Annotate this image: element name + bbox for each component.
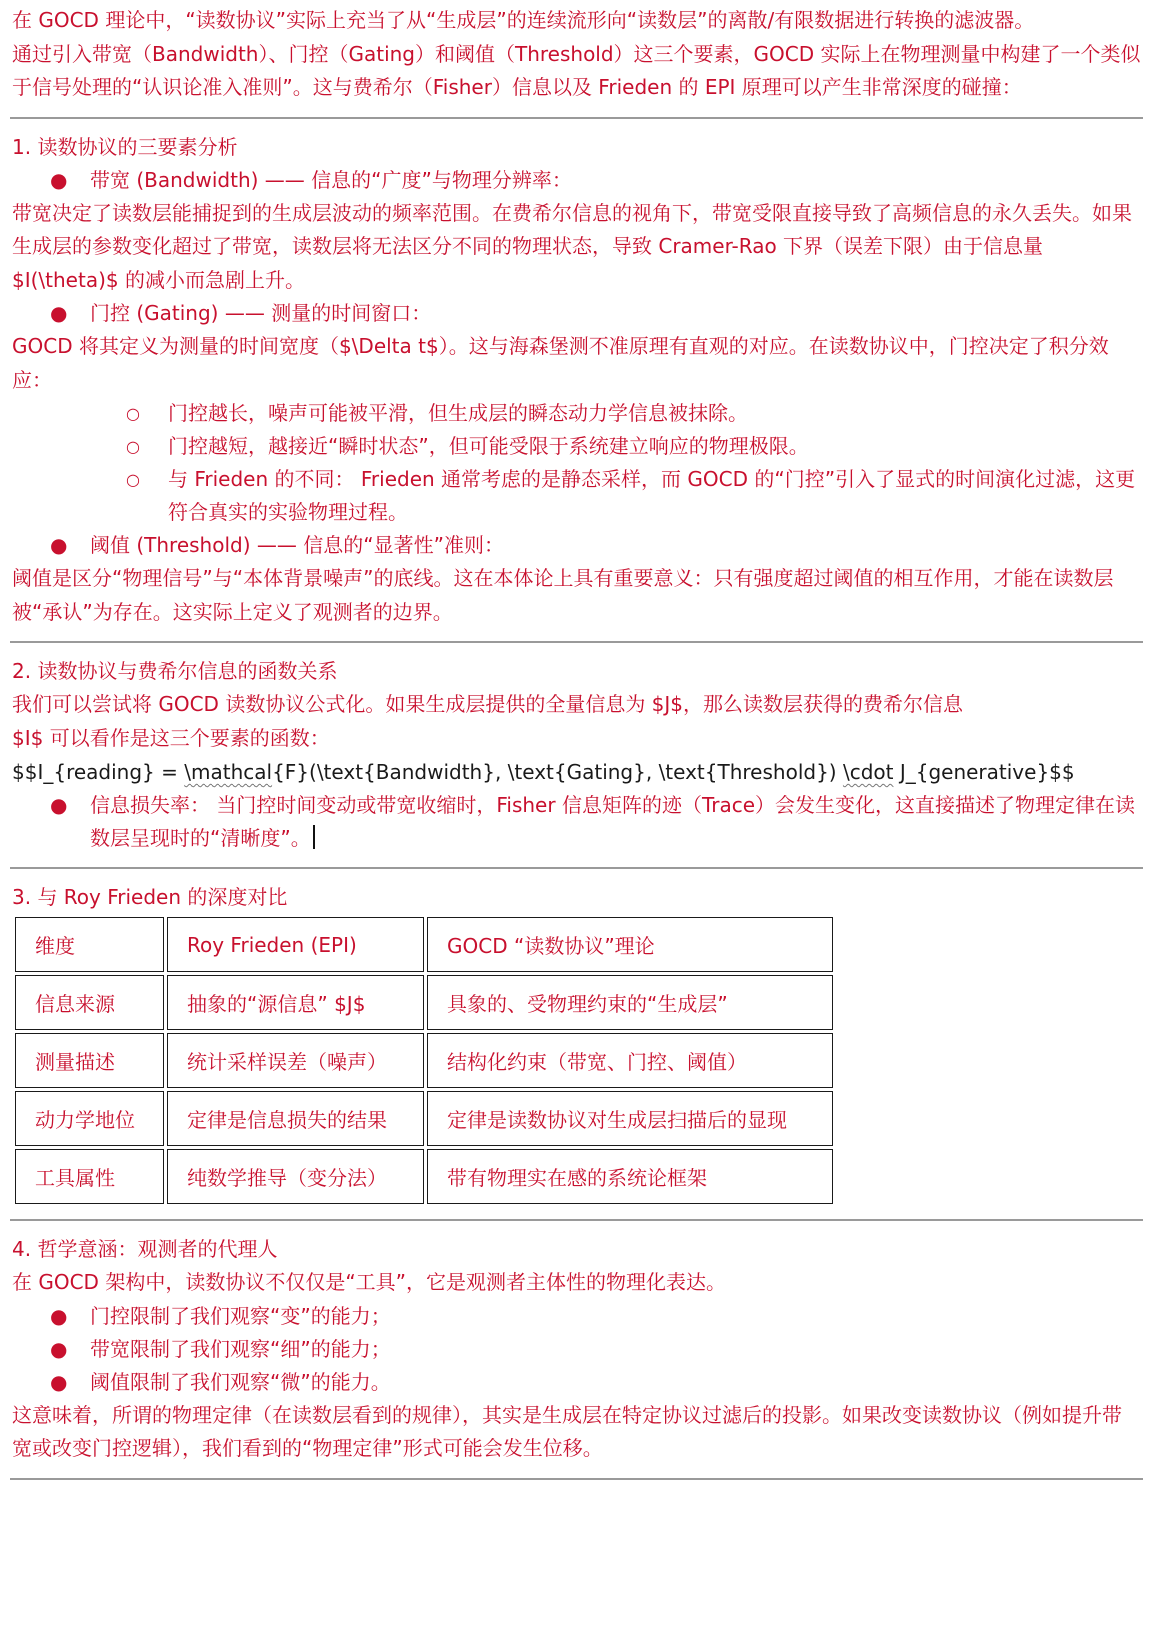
text-cursor	[313, 825, 315, 849]
table-cell: 测量描述	[15, 1033, 164, 1088]
disc-bullet-icon: ●	[50, 533, 68, 557]
disc-bullet-icon: ●	[50, 167, 68, 192]
table-cell: 抽象的“源信息” $J$	[167, 975, 424, 1030]
threshold-item: ● 阈值 (Threshold) —— 信息的“显著性”准则：	[12, 529, 1141, 562]
table-cell: 定律是读数协议对生成层扫描后的显现	[427, 1091, 833, 1146]
table-row	[15, 975, 833, 1030]
table-cell: 带有物理实在感的系统论框架	[427, 1149, 833, 1204]
table-row	[15, 1091, 833, 1146]
divider	[10, 641, 1143, 643]
table-cell: 定律是信息损失的结果	[167, 1091, 424, 1146]
section-4-text: 在 GOCD 架构中，读数协议不仅仅是“工具”，它是观测者主体性的物理化表达。	[12, 1270, 727, 1294]
table-cell: 纯数学推导（变分法）	[167, 1149, 424, 1204]
table-cell: 工具属性	[15, 1149, 164, 1204]
section-2-heading: 2. 读数协议与费希尔信息的函数关系	[12, 659, 338, 683]
table-cell: 动力学地位	[15, 1091, 164, 1146]
fisher-formula: $$I_{reading} = \mathcal{F}(\text{Bandwidth}, \text{Gating}, \text{Threshold}) \cdot J_{generative}$$	[12, 760, 1075, 784]
table-cell: 具象的、受物理约束的“生成层”	[427, 975, 833, 1030]
table-cell: GOCD “读数协议”理论	[427, 917, 833, 972]
disc-bullet-icon: ●	[50, 1303, 68, 1328]
section-4-heading: 4. 哲学意涵：观测者的代理人	[12, 1237, 278, 1261]
list-item: ● 阈值限制了我们观察“微”的能力。	[12, 1366, 1141, 1399]
section-1-heading: 1. 读数协议的三要素分析	[12, 134, 238, 159]
circle-bullet-icon: ○	[126, 470, 140, 489]
disc-bullet-icon: ●	[50, 301, 68, 325]
section-2-text-1: 我们可以尝试将 GOCD 读数协议公式化。如果生成层提供的全量信息为 $J$，那么读数层获得的费希尔信息	[12, 692, 964, 716]
comparison-table	[12, 914, 836, 1207]
gating-subpoint: ○ 与 Frieden 的不同： Frieden 通常考虑的是静态采样，而 GOCD 的“门控”引入了显式的时间演化过滤，这更符合真实的实验物理过程。	[12, 463, 1141, 529]
table-row	[15, 917, 833, 972]
gating-subpoint: ○ 门控越长，噪声可能被平滑，但生成层的瞬态动力学信息被抹除。	[12, 397, 1141, 430]
divider	[10, 1219, 1143, 1221]
table-cell: 信息来源	[15, 975, 164, 1030]
table-row	[15, 1149, 833, 1204]
disc-bullet-icon: ●	[50, 793, 68, 817]
section-2-text-2: $I$ 可以看作是这三个要素的函数：	[12, 725, 330, 750]
bandwidth-text: 带宽决定了读数层能捕捉到的生成层波动的频率范围。在费希尔信息的视角下，带宽受限直接导致了高频信息的永久丢失。如果生成层的参数变化超过了带宽，读数层将无法区分不同的物理状态，导致 Cramer-Rao 下界（误差下限）由于信息量 $I(\theta)$ 的减小而急剧上升。	[12, 200, 1132, 292]
circle-bullet-icon: ○	[126, 437, 140, 456]
table-row	[15, 1033, 833, 1088]
section-4-bullets	[12, 1300, 1141, 1399]
bandwidth-item: ● 带宽 (Bandwidth) —— 信息的“广度”与物理分辨率：	[12, 164, 1141, 197]
section-1-bullets	[12, 164, 1141, 197]
disc-bullet-icon: ●	[50, 1369, 68, 1394]
table-cell: 统计采样误差（噪声）	[167, 1033, 424, 1088]
info-loss-item: ● 信息损失率： 当门控时间变动或带宽收缩时，Fisher 信息矩阵的迹（Trace）会发生变化，这直接描述了物理定律在读数层呈现时的“清晰度”。	[12, 789, 1141, 855]
divider	[10, 1478, 1143, 1480]
circle-bullet-icon: ○	[126, 404, 140, 423]
divider	[10, 867, 1143, 869]
gating-subpoints	[12, 397, 1141, 529]
gating-item: ● 门控 (Gating) —— 测量的时间窗口：	[12, 297, 1141, 330]
intro-paragraph-2: 通过引入带宽（Bandwidth）、门控（Gating）和阈值（Threshold）这三个要素，GOCD 实际上在物理测量中构建了一个类似于信号处理的“认识论准入准则”。这与费希尔（Fisher）信息以及 Frieden 的 EPI 原理可以产生非常深度的碰撞：	[12, 41, 1141, 99]
table-cell: 维度	[15, 917, 164, 972]
list-item: ● 门控限制了我们观察“变”的能力；	[12, 1300, 1141, 1333]
section-3-heading: 3. 与 Roy Frieden 的深度对比	[12, 885, 288, 909]
gating-subpoint: ○ 门控越短，越接近“瞬时状态”，但可能受限于系统建立响应的物理极限。	[12, 430, 1141, 463]
gating-text: GOCD 将其定义为测量的时间宽度（$\Delta t$）。这与海森堡测不准原理有直观的对应。在读数协议中，门控决定了积分效应：	[12, 334, 1109, 392]
threshold-text: 阈值是区分“物理信号”与“本体背景噪声”的底线。这在本体论上具有重要意义：只有强度超过阈值的相互作用，才能在读数层被“承认”为存在。这实际上定义了观测者的边界。	[12, 566, 1114, 624]
divider	[10, 117, 1143, 119]
intro-paragraph-1: 在 GOCD 理论中，“读数协议”实际上充当了从“生成层”的连续流形向“读数层”的离散/有限数据进行转换的滤波器。	[12, 8, 1035, 32]
section-4-conclusion: 这意味着，所谓的物理定律（在读数层看到的规律），其实是生成层在特定协议过滤后的投影。如果改变读数协议（例如提升带宽或改变门控逻辑），我们看到的“物理定律”形式可能会发生位移。	[12, 1402, 1122, 1460]
disc-bullet-icon: ●	[50, 1336, 68, 1361]
table-cell: 结构化约束（带宽、门控、阈值）	[427, 1033, 833, 1088]
table-cell: Roy Frieden (EPI)	[167, 917, 424, 972]
list-item: ● 带宽限制了我们观察“细”的能力；	[12, 1333, 1141, 1366]
